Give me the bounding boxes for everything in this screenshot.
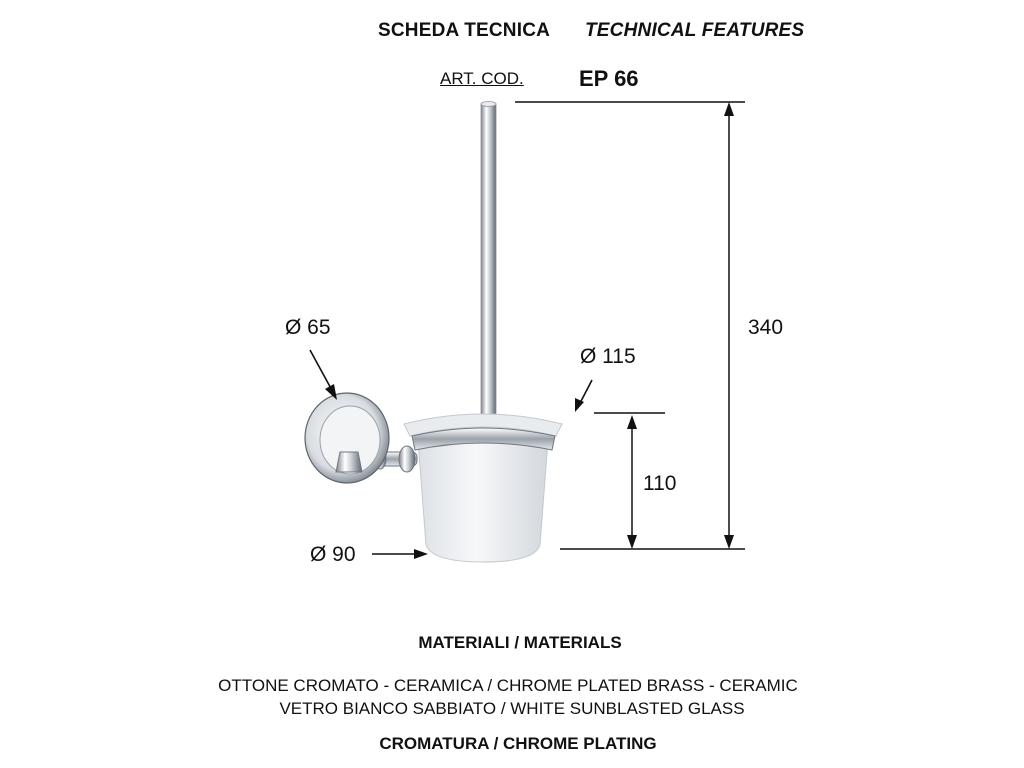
finish-title: CROMATURA / CHROME PLATING [379,734,657,753]
dia-wall-plate-label: Ø 65 [285,316,331,339]
materials-line-2: VETRO BIANCO SABBIATO / WHITE SUNBLASTED GLASS [279,699,745,718]
height-total-label: 340 [748,316,784,339]
title-italian: SCHEDA TECNICA [378,20,551,41]
brush-handle [481,102,496,427]
title-english: TECHNICAL FEATURES [585,20,805,41]
leader-dia-wall-plate [310,350,337,400]
wall-plate [305,393,389,483]
dia-rim-label: Ø 115 [580,345,636,368]
dia-bowl-label: Ø 90 [310,543,356,566]
dimension-total-height [515,102,745,549]
materials-line-1: OTTONE CROMATO - CERAMICA / CHROME PLATED BRASS - CERAMIC [218,676,798,695]
leader-dia-bowl [372,549,428,559]
article-code-label: ART. COD. [440,69,524,88]
materials-title: MATERIALI / MATERIALS [418,633,622,652]
leader-dia-rim [575,380,592,412]
height-bowl-label: 110 [643,472,677,495]
article-code-value: EP 66 [579,66,639,91]
